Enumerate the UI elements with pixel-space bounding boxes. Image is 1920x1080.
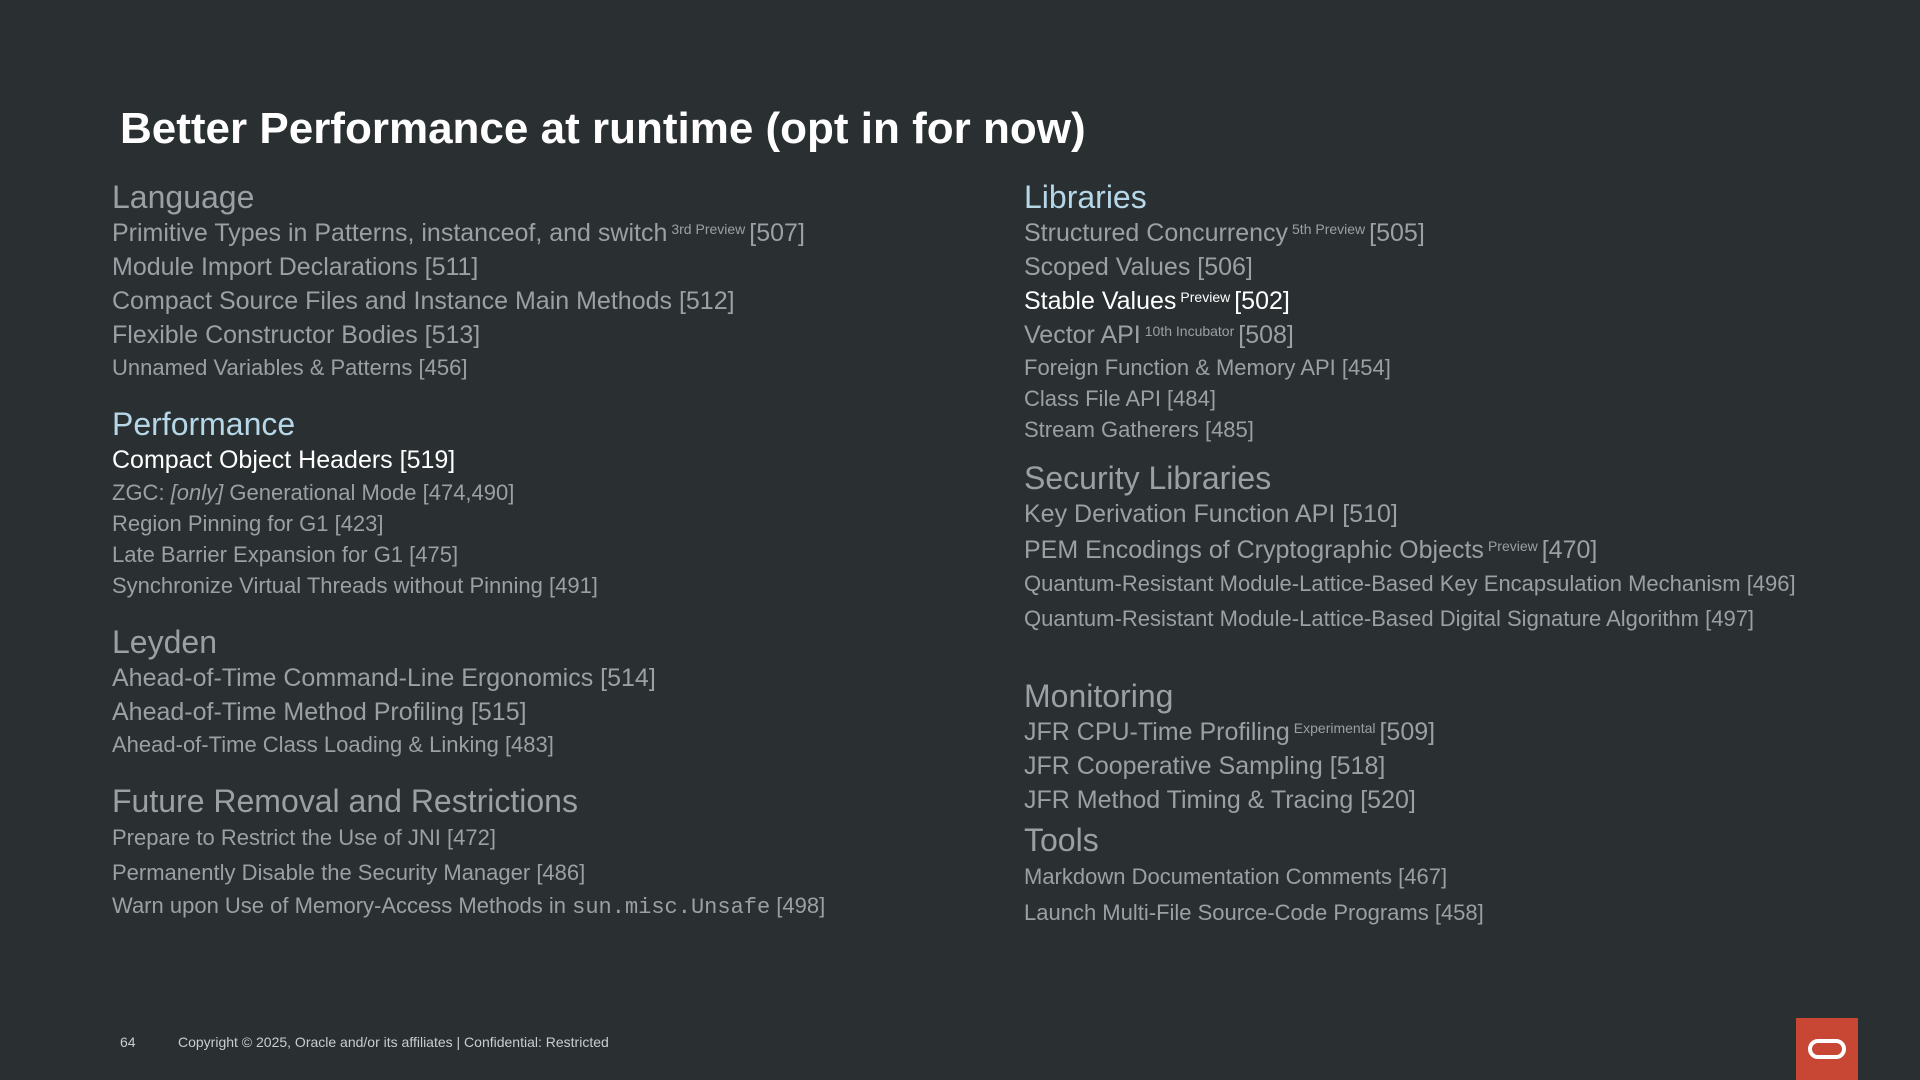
section-heading-libraries: Libraries xyxy=(1024,179,1147,215)
footer xyxy=(120,1034,609,1050)
list-item: Ahead-of-Time Method Profiling [515] xyxy=(112,698,527,726)
list-item: Synchronize Virtual Threads without Pinning [491] xyxy=(112,573,598,598)
list-item: Compact Object Headers [519] xyxy=(112,446,456,474)
section-heading-tools: Tools xyxy=(1024,822,1099,858)
list-item: Scoped Values [506] xyxy=(1024,253,1253,281)
list-item: Quantum-Resistant Module-Lattice-Based Digital Signature Algorithm [497] xyxy=(1024,606,1755,631)
list-item: Warn upon Use of Memory-Access Methods in sun.misc.Unsafe [498] xyxy=(112,893,826,920)
list-item: Structured Concurrency $^{5th Preview}$ [505] xyxy=(1024,219,1425,247)
section-libraries xyxy=(1024,178,1844,445)
section-future xyxy=(112,782,992,923)
list-item: Late Barrier Expansion for G1 [475] xyxy=(112,542,459,567)
list-item: Class File API [484] xyxy=(1024,386,1216,411)
section-leyden xyxy=(112,623,992,760)
list-item: Flexible Constructor Bodies [513] xyxy=(112,321,481,349)
list-item: Stable Values $^{Preview}$ [502] xyxy=(1024,287,1290,315)
list-item: ZGC: [only] Generational Mode [474,490] xyxy=(112,480,515,505)
list-item: Primitive Types in Patterns, instanceof, and switch $^{3rd Preview}$ [507] xyxy=(112,219,805,247)
list-item: Key Derivation Function API [510] xyxy=(1024,500,1398,528)
oracle-logo-shape xyxy=(1807,1038,1847,1060)
section-language xyxy=(112,178,992,383)
section-heading-security: Security Libraries xyxy=(1024,460,1272,496)
list-item: Region Pinning for G1 [423] xyxy=(112,511,384,536)
list-item: Ahead-of-Time Class Loading & Linking [483] xyxy=(112,732,554,757)
section-tools xyxy=(1024,821,1844,931)
section-performance xyxy=(112,405,992,601)
list-item: Foreign Function & Memory API [454] xyxy=(1024,355,1391,380)
section-security xyxy=(1024,459,1844,639)
section-heading-language: Language xyxy=(112,179,255,215)
list-item: Launch Multi-File Source-Code Programs [458] xyxy=(1024,900,1484,925)
section-heading-monitoring: Monitoring xyxy=(1024,678,1174,714)
section-heading-future: Future Removal and Restrictions xyxy=(112,783,578,819)
slide-title: Better Performance at runtime (opt in for now) xyxy=(120,104,1086,153)
list-item: PEM Encodings of Cryptographic Objects $^{Preview}$ [470] xyxy=(1024,536,1598,564)
list-item: Quantum-Resistant Module-Lattice-Based Key Encapsulation Mechanism [496] xyxy=(1024,571,1796,596)
section-monitoring xyxy=(1024,677,1844,817)
list-item: JFR Cooperative Sampling [518] xyxy=(1024,752,1386,780)
list-item: Stream Gatherers [485] xyxy=(1024,417,1254,442)
list-item: Unnamed Variables & Patterns [456] xyxy=(112,355,468,380)
list-item: Ahead-of-Time Command-Line Ergonomics [514] xyxy=(112,664,656,692)
section-heading-performance: Performance xyxy=(112,406,296,442)
page-number: 64 xyxy=(120,1034,136,1050)
list-item: Prepare to Restrict the Use of JNI [472] xyxy=(112,825,496,850)
copyright-text: Copyright © 2025, Oracle and/or its affiliates | Confidential: Restricted xyxy=(178,1034,609,1050)
list-item: Vector API $^{10th Incubator}$ [508] xyxy=(1024,321,1294,349)
list-item: Compact Source Files and Instance Main Methods [512] xyxy=(112,287,735,315)
oracle-logo-icon xyxy=(1796,1018,1858,1080)
list-item: Permanently Disable the Security Manager [486] xyxy=(112,860,586,885)
list-item: JFR CPU-Time Profiling $^{Experimental}$ [509] xyxy=(1024,718,1436,746)
left-column xyxy=(112,178,992,923)
right-column xyxy=(1024,178,1844,931)
list-item: Markdown Documentation Comments [467] xyxy=(1024,864,1448,889)
list-item: Module Import Declarations [511] xyxy=(112,253,479,281)
section-heading-leyden: Leyden xyxy=(112,624,217,660)
list-item: JFR Method Timing & Tracing [520] xyxy=(1024,786,1416,814)
